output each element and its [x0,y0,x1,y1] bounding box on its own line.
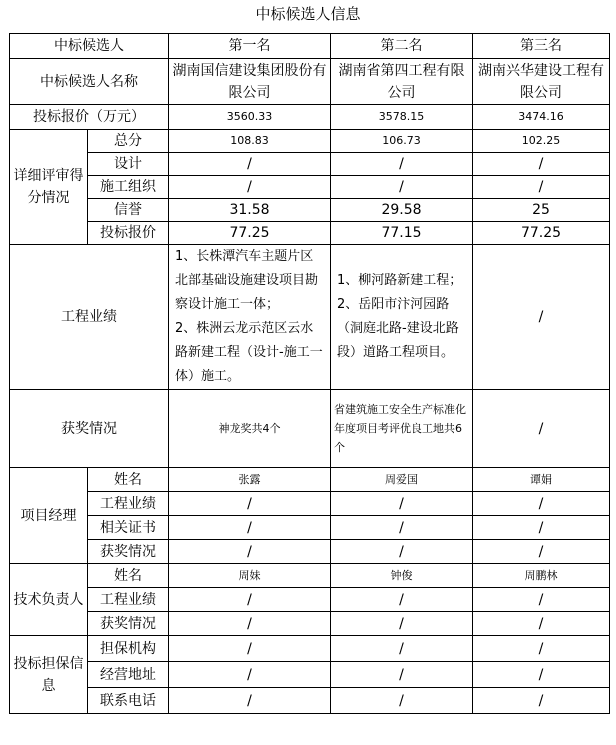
guarantee-value: / [473,636,610,662]
guarantee-row [10,688,610,714]
pm-row [10,516,610,540]
rank-1: 第一名 [169,34,331,59]
score-value: 25 [473,199,610,222]
tech-value: 周妹 [169,564,331,588]
score-value: 29.58 [331,199,473,222]
tech-value: / [169,612,331,636]
guarantee-group-label: 投标担保信息 [10,636,88,714]
score-value: / [331,153,473,176]
rank-3: 第三名 [473,34,610,59]
awards-2: 省建筑施工安全生产标准化年度项目考评优良工地共6个 [331,390,473,468]
tech-label: 姓名 [88,564,169,588]
score-row [10,176,610,199]
awards-3: / [473,390,610,468]
score-value: / [331,176,473,199]
guarantee-value: / [331,688,473,714]
score-value: 77.15 [331,222,473,245]
tech-row [10,564,610,588]
guarantee-value: / [169,662,331,688]
guarantee-label: 经营地址 [88,662,169,688]
score-label: 投标报价 [88,222,169,245]
performance-text: 1、长株潭汽车主题片区北部基础设施建设项目勘察设计施工一体； 2、株洲云龙示范区云水路新建工程（设计-施工一体）施工。 [175,249,323,384]
name-1: 湖南国信建设集团股份有限公司 [169,59,331,105]
pm-label: 获奖情况 [88,540,169,564]
guarantee-value: / [169,636,331,662]
score-row [10,199,610,222]
tech-row [10,588,610,612]
pm-value: / [473,516,610,540]
awards-row [10,390,610,468]
pm-value: / [473,540,610,564]
pm-value: 周爱国 [331,468,473,492]
pm-value: / [169,540,331,564]
pm-value: / [331,540,473,564]
tech-group-label: 技术负责人 [10,564,88,636]
tech-row [10,612,610,636]
pm-group-label: 项目经理 [10,468,88,564]
pm-label: 工程业绩 [88,492,169,516]
score-value: 77.25 [169,222,331,245]
tech-value: / [169,588,331,612]
score-value: 106.73 [331,130,473,153]
bid-price-row [10,105,610,130]
pm-value: 谭娟 [473,468,610,492]
score-row [10,222,610,245]
guarantee-value: / [331,662,473,688]
bid-price-2: 3578.15 [331,105,473,130]
tech-value: 钟俊 [331,564,473,588]
guarantee-row [10,662,610,688]
pm-row [10,468,610,492]
score-value: 77.25 [473,222,610,245]
score-value: / [473,153,610,176]
guarantee-label: 联系电话 [88,688,169,714]
guarantee-value: / [331,636,473,662]
score-value: / [169,153,331,176]
guarantee-label: 担保机构 [88,636,169,662]
header-row [10,34,610,59]
score-label: 设计 [88,153,169,176]
pm-label: 姓名 [88,468,169,492]
page-title: 中标候选人信息 [255,5,361,23]
pm-value: / [169,516,331,540]
performance-3: / [473,245,610,390]
tech-value: / [473,612,610,636]
tech-value: / [331,588,473,612]
scores-group-label: 详细评审得分情况 [10,130,88,245]
score-row [10,130,610,153]
tech-value: / [331,612,473,636]
score-value: / [169,176,331,199]
bid-price-3: 3474.16 [473,105,610,130]
name-2: 湖南省第四工程有限公司 [331,59,473,105]
names-row [10,59,610,105]
score-label: 总分 [88,130,169,153]
performance-2 [331,245,473,390]
tech-value: 周鹏林 [473,564,610,588]
performance-1 [169,245,331,390]
score-row [10,153,610,176]
pm-label: 相关证书 [88,516,169,540]
score-value: 31.58 [169,199,331,222]
bid-price-label: 投标报价（万元） [10,105,169,130]
names-label: 中标候选人名称 [10,59,169,105]
pm-value: / [473,492,610,516]
pm-value: / [331,492,473,516]
score-value: 102.25 [473,130,610,153]
pm-value: 张露 [169,468,331,492]
tech-label: 工程业绩 [88,588,169,612]
pm-row [10,540,610,564]
performance-label: 工程业绩 [10,245,169,390]
score-label: 施工组织 [88,176,169,199]
performance-row [10,245,610,390]
awards-label: 获奖情况 [10,390,169,468]
tech-label: 获奖情况 [88,612,169,636]
score-value: 108.83 [169,130,331,153]
pm-row [10,492,610,516]
pm-value: / [331,516,473,540]
header-label: 中标候选人 [10,34,169,59]
performance-text: 1、柳河路新建工程； 2、岳阳市汴河园路（洞庭北路-建设北路段）道路工程项目。 [337,273,463,360]
guarantee-value: / [169,688,331,714]
guarantee-value: / [473,688,610,714]
tech-value: / [473,588,610,612]
name-3: 湖南兴华建设工程有限公司 [473,59,610,105]
candidate-table [9,33,610,714]
guarantee-value: / [473,662,610,688]
awards-1: 神龙奖共4个 [169,390,331,468]
bid-price-1: 3560.33 [169,105,331,130]
pm-value: / [169,492,331,516]
score-value: / [473,176,610,199]
rank-2: 第二名 [331,34,473,59]
score-label: 信誉 [88,199,169,222]
guarantee-row [10,636,610,662]
